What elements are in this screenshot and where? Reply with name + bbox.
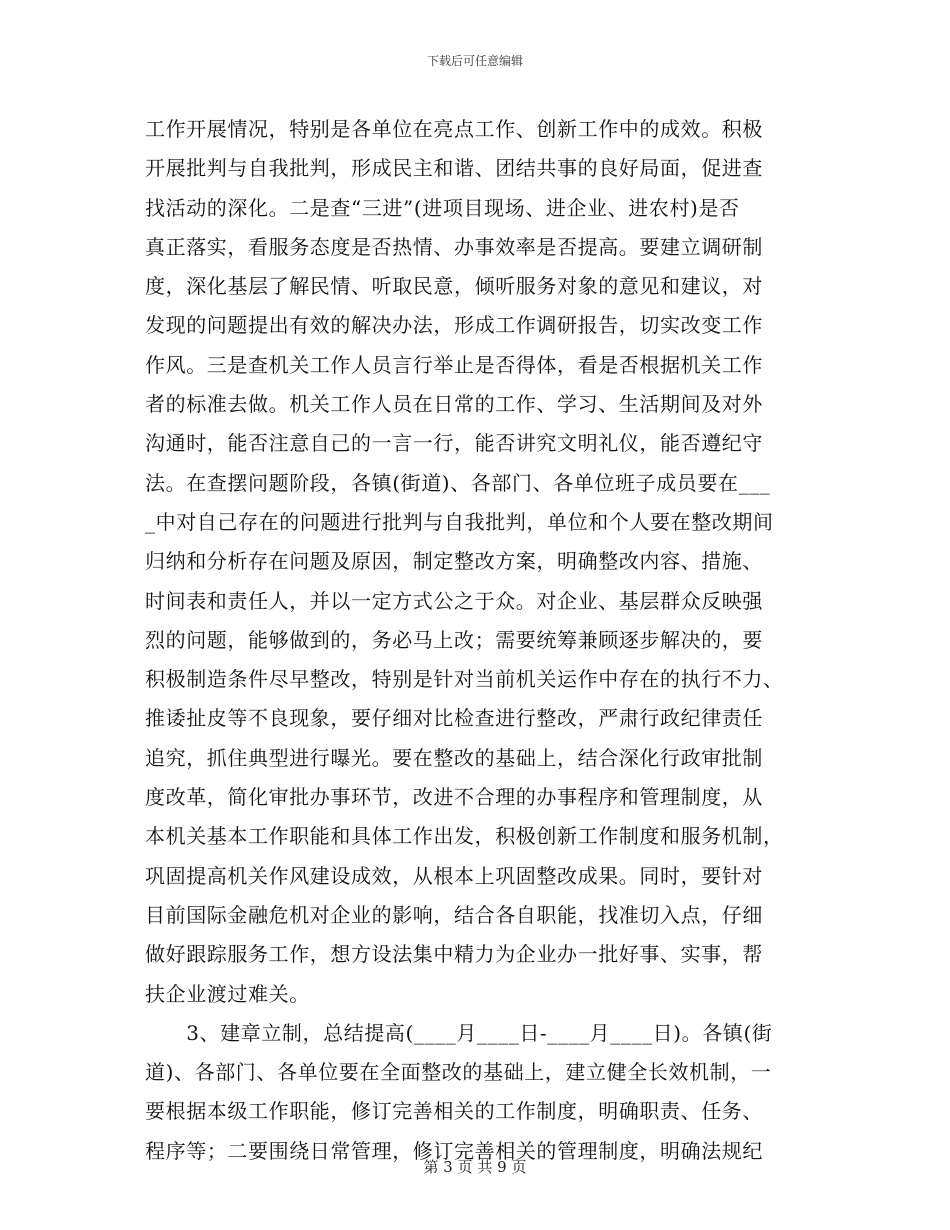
text-line: 做好跟踪服务工作，想方设法集中精力为企业办一批好事、实事，帮	[145, 942, 763, 967]
text-line: 目前国际金融危机对企业的影响，结合各自职能，找准切入点，仔细	[145, 902, 763, 927]
text-line: 程序等；二要围绕日常管理，修订完善相关的管理制度，明确法规纪	[145, 1138, 763, 1163]
text-line: 积极制造条件尽早整改，特别是针对当前机关运作中存在的执行不力、	[145, 667, 784, 692]
text-line: 巩固提高机关作风建设成效，从根本上巩固整改成果。同时，要针对	[145, 863, 763, 888]
section-heading-line: 3、建章立制，总结提高(____月____日-____月____日)。各镇(街	[145, 1020, 773, 1045]
text-line: 找活动的深化。二是查“三进”(进项目现场、进企业、进农村)是否	[145, 195, 740, 220]
text-line: _中对自己存在的问题进行批判与自我批判，单位和个人要在整改期间	[145, 509, 774, 534]
text-line: 工作开展情况，特别是各单位在亮点工作、创新工作中的成效。积极	[145, 117, 763, 141]
text-line: 追究，抓住典型进行曝光。要在整改的基础上，结合深化行政审批制	[145, 745, 763, 770]
text-line: 推诿扯皮等不良现象，要仔细对比检查进行整改，严肃行政纪律责任	[145, 706, 763, 731]
text-line: 归纳和分析存在问题及原因，制定整改方案，明确整改内容、措施、	[145, 549, 763, 574]
text-line: 者的标准去做。机关工作人员在日常的工作、学习、生活期间及对外	[145, 392, 763, 417]
document-body	[145, 110, 810, 1171]
page-header: 下载后可任意编辑	[426, 54, 523, 68]
text-line: 法。在查摆问题阶段，各镇(街道)、各部门、各单位班子成员要在___	[145, 470, 771, 495]
text-line: 时间表和责任人，并以一定方式公之于众。对企业、基层群众反映强	[145, 588, 763, 613]
text-line: 道)、各部门、各单位要在全面整改的基础上，建立健全长效机制，一	[145, 1060, 772, 1085]
page-footer: 第 3 页 共 9 页	[423, 1158, 527, 1176]
text-line: 度改革，简化审批办事环节，改进不合理的办事程序和管理制度，从	[145, 785, 763, 810]
text-line: 度，深化基层了解民情、听取民意，倾听服务对象的意见和建议，对	[145, 274, 763, 299]
text-line: 开展批判与自我批判，形成民主和谐、团结共事的良好局面，促进查	[145, 156, 763, 181]
text-line: 烈的问题，能够做到的，务必马上改；需要统筹兼顾逐步解决的，要	[145, 627, 763, 652]
text-line: 要根据本级工作职能，修订完善相关的工作制度，明确职责、任务、	[145, 1099, 763, 1124]
text-line: 发现的问题提出有效的解决办法，形成工作调研报告，切实改变工作	[145, 313, 763, 338]
text-line: 沟通时，能否注意自己的一言一行，能否讲究文明礼仪，能否遵纪守	[145, 431, 763, 456]
text-line: 作风。三是查机关工作人员言行举止是否得体，看是否根据机关工作	[145, 352, 763, 377]
text-line: 本机关基本工作职能和具体工作出发，积极创新工作制度和服务机制，	[145, 824, 784, 849]
text-line: 扶企业渡过难关。	[145, 981, 310, 1006]
text-line: 真正落实，看服务态度是否热情、办事效率是否提高。要建立调研制	[145, 234, 763, 259]
